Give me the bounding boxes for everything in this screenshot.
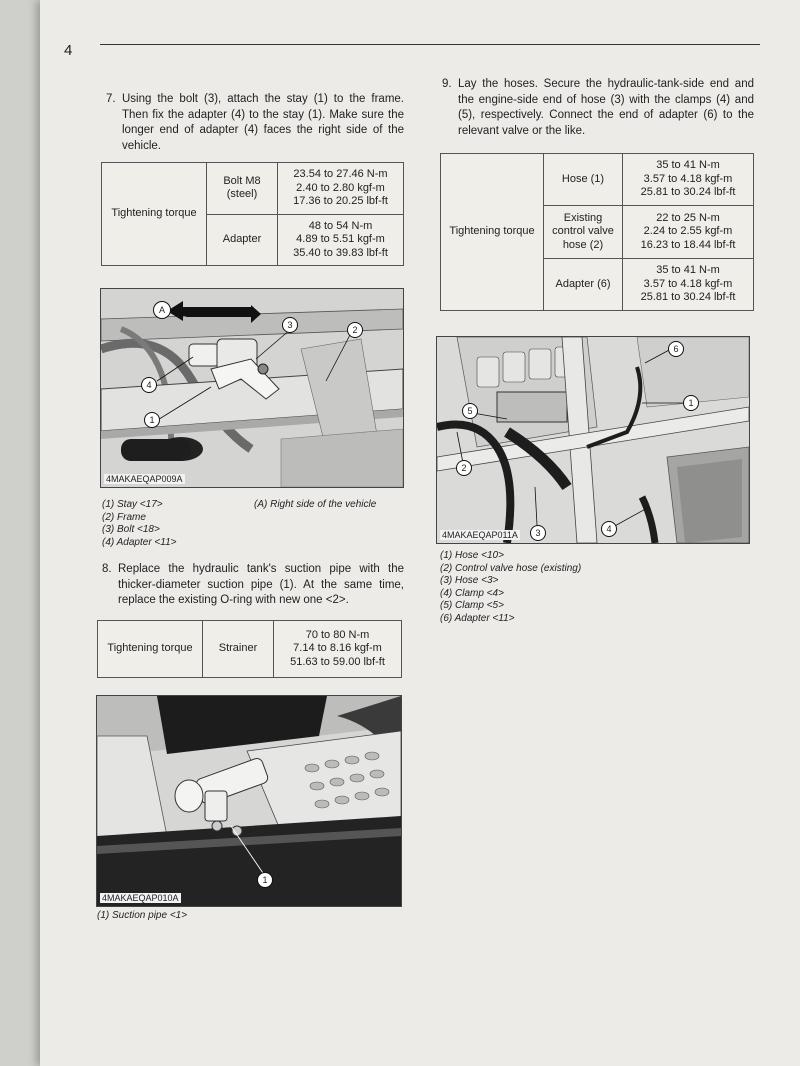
step-9-number: 9.	[442, 78, 452, 90]
callout-1: 1	[257, 872, 273, 888]
step-8-text: Replace the hydraulic tank's suction pipe with the thicker-diameter suction pipe (1). At the same time, replace the existing O-ring with new one <2>.	[118, 563, 404, 606]
figure-code: 4MAKAEQAP011A	[442, 530, 518, 540]
caption-suction-pipe: (1) Suction pipe <1>	[97, 910, 188, 921]
caption-adapter: (6) Adapter <11>	[440, 612, 515, 624]
figure-1-captions	[102, 499, 252, 549]
header-rule	[100, 44, 760, 45]
step-9-text: Lay the hoses. Secure the hydraulic-tank-side end and the engine-side end of hose (3) with the clamps (4) and (5), respectively. Connect the end of adapter (6) to the relevant valve or the like.	[458, 78, 754, 137]
hose-routing-illustration	[437, 337, 749, 543]
caption-hose-3: (3) Hose <3>	[440, 575, 499, 586]
figure-suction-pipe	[96, 695, 402, 907]
caption-adapter: (4) Adapter <11>	[102, 536, 177, 548]
item-cell: Adapter	[207, 214, 278, 266]
item-cell: Bolt M8 (steel)	[207, 163, 278, 215]
callout-3: 3	[530, 525, 546, 541]
callout-A: A	[153, 301, 171, 319]
caption-stay: (1) Stay <17>	[102, 499, 163, 510]
torque-label: Tightening torque	[98, 621, 203, 678]
step-7	[106, 92, 404, 154]
step-8-number: 8.	[102, 563, 112, 575]
value-cell: 23.54 to 27.46 N-m 2.40 to 2.80 kgf-m 17.36 to 20.25 lbf-ft	[278, 163, 404, 215]
callout-4: 4	[141, 377, 157, 393]
step-7-text: Using the bolt (3), attach the stay (1) to the frame. Then fix the adapter (4) to the stay (1). Make sure the longer end of adapter (4) faces the right side of the vehicle.	[122, 93, 404, 152]
page-number: 4	[64, 42, 73, 59]
value-cell: 35 to 41 N-m 3.57 to 4.18 kgf-m 25.81 to 30.24 lbf-ft	[623, 154, 754, 206]
figure-3-captions	[440, 550, 740, 625]
step-9	[442, 77, 754, 139]
caption-frame: (2) Frame	[102, 511, 146, 523]
callout-5: 5	[462, 403, 478, 419]
callout-2: 2	[347, 322, 363, 338]
callout-2: 2	[456, 460, 472, 476]
callout-6: 6	[668, 341, 684, 357]
caption-clamp-5: (5) Clamp <5>	[440, 600, 504, 611]
callout-1: 1	[144, 412, 160, 428]
step-7-number: 7.	[106, 93, 116, 105]
value-cell: 48 to 54 N-m 4.89 to 5.51 kgf-m 35.40 to 39.83 lbf-ft	[278, 214, 404, 266]
caption-bolt: (3) Bolt <18>	[102, 524, 160, 535]
suction-pipe-illustration	[97, 696, 401, 906]
torque-label: Tightening torque	[441, 154, 544, 311]
caption-right-side: (A) Right side of the vehicle	[254, 499, 377, 510]
figure-code: 4MAKAEQAP009A	[106, 474, 183, 484]
caption-hose: (1) Hose <10>	[440, 550, 504, 561]
value-cell: 22 to 25 N-m 2.24 to 2.55 kgf-m 16.23 to 18.44 lbf-ft	[623, 206, 754, 258]
torque-table-step-9	[440, 153, 754, 311]
torque-label: Tightening torque	[102, 163, 207, 266]
figure-code: 4MAKAEQAP010A	[102, 893, 179, 903]
item-cell: Existing control valve hose (2)	[544, 206, 623, 258]
torque-table-step-8	[97, 620, 402, 678]
caption-control-valve-hose: (2) Control valve hose (existing)	[440, 562, 582, 574]
step-8	[102, 562, 404, 609]
figure-hose-routing	[436, 336, 750, 544]
figure-stay-frame	[100, 288, 404, 488]
value-cell: 35 to 41 N-m 3.57 to 4.18 kgf-m 25.81 to 30.24 lbf-ft	[623, 258, 754, 310]
torque-table-step-7	[101, 162, 404, 266]
item-cell: Hose (1)	[544, 154, 623, 206]
value-cell: 70 to 80 N-m 7.14 to 8.16 kgf-m 51.63 to 59.00 lbf-ft	[274, 621, 402, 678]
callout-1: 1	[683, 395, 699, 411]
item-cell: Strainer	[203, 621, 274, 678]
caption-clamp-4: (4) Clamp <4>	[440, 587, 504, 599]
callout-3: 3	[282, 317, 298, 333]
callout-4: 4	[601, 521, 617, 537]
item-cell: Adapter (6)	[544, 258, 623, 310]
